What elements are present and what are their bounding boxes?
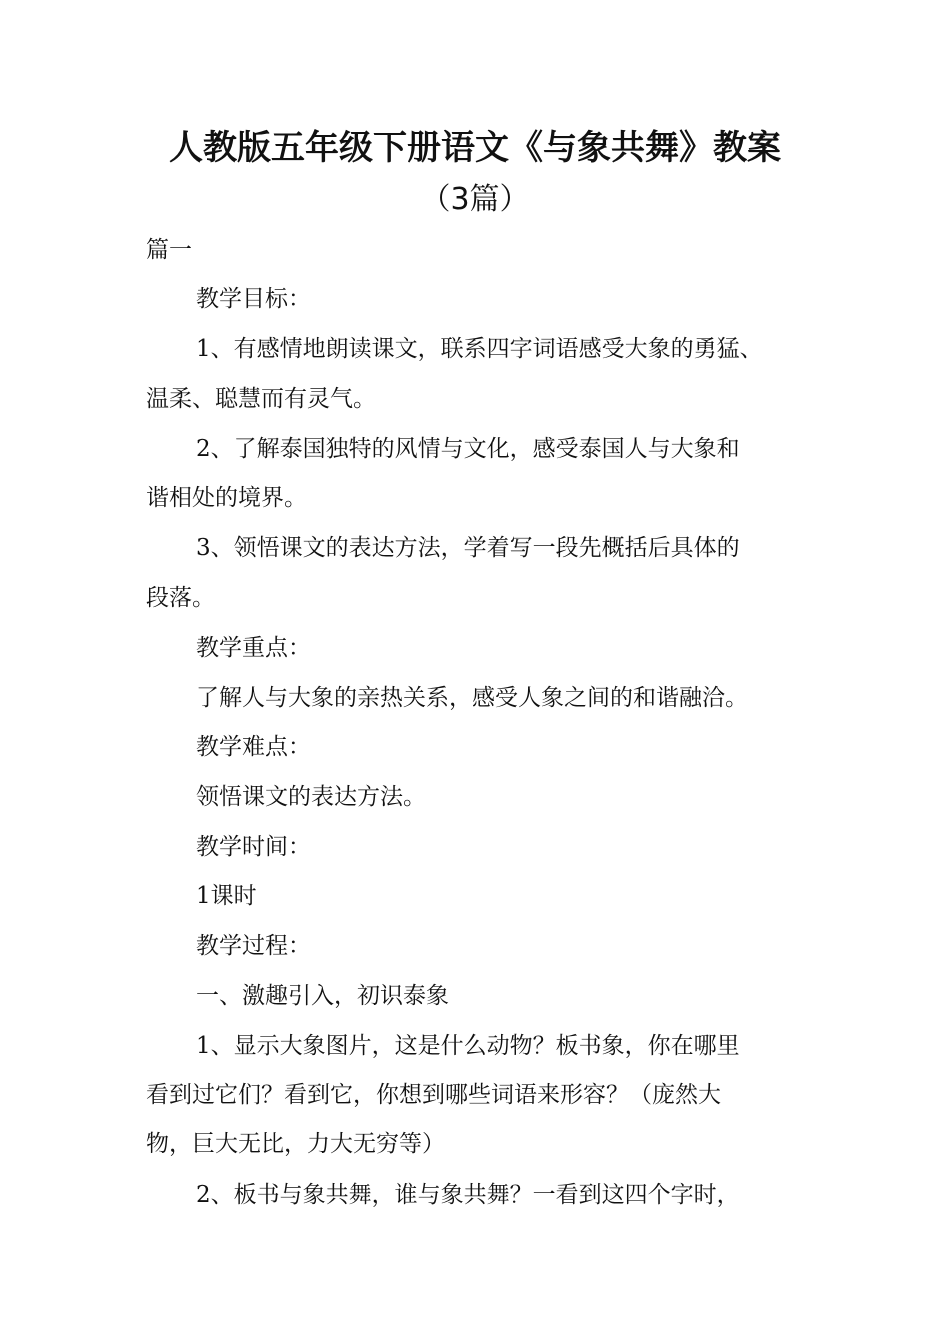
paragraph-line: 一、激趣引入，初识泰象 bbox=[196, 983, 449, 1009]
heading-key-points: 教学重点： bbox=[196, 635, 311, 661]
paragraph-line: 了解人与大象的亲热关系，感受人象之间的和谐融洽。 bbox=[196, 685, 748, 711]
heading-teaching-time: 教学时间： bbox=[196, 834, 311, 860]
paragraph-line: 领悟课文的表达方法。 bbox=[196, 784, 426, 810]
paragraph-line: 2、了解泰国独特的风情与文化，感受泰国人与大象和 bbox=[196, 436, 740, 462]
paragraph-line: 温柔、聪慧而有灵气。 bbox=[146, 386, 376, 412]
heading-teaching-goals: 教学目标： bbox=[196, 286, 311, 312]
paragraph-line: 谐相处的境界。 bbox=[146, 485, 307, 511]
paragraph-line: 看到过它们？看到它，你想到哪些词语来形容？（庞然大 bbox=[146, 1082, 721, 1108]
paragraph-line: 1课时 bbox=[196, 883, 257, 909]
paragraph-line: 3、领悟课文的表达方法，学着写一段先概括后具体的 bbox=[196, 535, 740, 561]
heading-difficulties: 教学难点： bbox=[196, 734, 311, 760]
section-heading: 篇一 bbox=[146, 237, 192, 263]
document-title: 人教版五年级下册语文《与象共舞》教案 bbox=[169, 128, 781, 168]
heading-teaching-process: 教学过程： bbox=[196, 933, 311, 959]
document-subtitle: （3篇） bbox=[420, 182, 530, 217]
paragraph-line: 物，巨大无比，力大无穷等） bbox=[146, 1131, 445, 1157]
paragraph-line: 1、有感情地朗读课文，联系四字词语感受大象的勇猛、 bbox=[196, 336, 763, 362]
paragraph-line: 2、板书与象共舞，谁与象共舞？一看到这四个字时， bbox=[196, 1182, 740, 1208]
paragraph-line: 段落。 bbox=[146, 585, 215, 611]
paragraph-line: 1、显示大象图片，这是什么动物？板书象，你在哪里 bbox=[196, 1033, 740, 1059]
